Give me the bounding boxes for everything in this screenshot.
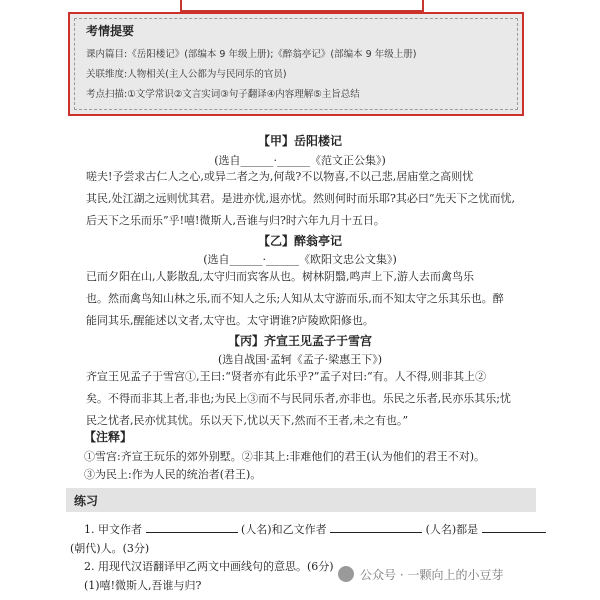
question-2: 2. 用现代汉语翻译甲乙两文中画线句的意思。(6分): [84, 560, 334, 573]
text-line: 能同其乐,醒能述以文者,太守也。太守谓谁?庐陵欧阳修也。: [86, 314, 374, 327]
section-jia-source: (选自______·______《范文正公集》): [214, 154, 386, 167]
summary-line-points: 考点扫描:①文学常识②文言实词③句子翻译④内容理解⑤主旨总结: [86, 89, 360, 100]
section-yi-text: [86, 266, 516, 332]
practice-label: 练习: [74, 494, 99, 508]
header-strip: [180, 0, 424, 12]
summary-line-dimension: 关联维度:人物相关(主人公都为与民同乐的官员): [86, 69, 287, 80]
text-line: 其民,处江湖之远则忧其君。是进亦忧,退亦忧。然则何时而乐耶?其必曰“先天下之忧而忧,: [86, 192, 516, 205]
text-line: 后天下之乐而乐”乎!嘻!微斯人,吾谁与归?时六年九月十五日。: [86, 214, 385, 227]
summary-line-texts: 课内篇目:《岳阳楼记》(部编本 9 年级上册);《醉翁亭记》(部编本 9 年级上册): [86, 49, 417, 60]
section-yi-source: (选自______·______《欧阳文忠公文集》): [203, 253, 397, 266]
summary-title: 考情提要: [86, 24, 135, 38]
question-1-cont: (朝代)人。(3分): [70, 542, 150, 555]
section-bing-source: (选自战国·孟轲《孟子·梁惠王下》): [217, 353, 383, 366]
blank-field[interactable]: [482, 521, 546, 533]
section-bing-title: 【丙】齐宣王见孟子于雪宫: [227, 334, 372, 348]
text-line: 齐宣王见孟子于雪宫①,王曰:“贤者亦有此乐乎?”孟子对曰:“有。人不得,则非其上②: [86, 370, 487, 383]
blank-field[interactable]: [146, 521, 238, 533]
text-line: 矣。不得而非其上者,非也;为民上③而不与民同乐者,亦非也。乐民之乐者,民亦乐其乐;忧: [86, 392, 511, 405]
exam-summary-box: [68, 12, 524, 116]
question-2-1: (1)嘻!微斯人,吾谁与归?: [84, 579, 202, 592]
section-bing-text: [86, 366, 516, 432]
text-line: 已而夕阳在山,人影散乱,太守归而宾客从也。树林阴翳,鸣声上下,游人去而禽鸟乐: [86, 270, 474, 283]
section-jia-title: 【甲】岳阳楼记: [257, 134, 342, 148]
q1-part-a: 1. 甲文作者: [84, 523, 142, 536]
blank-field[interactable]: [330, 521, 422, 533]
section-yi-title: 【乙】醉翁亭记: [257, 234, 342, 248]
text-line: 嗟夫!予尝求古仁人之心,或异二者之为,何哉?不以物喜,不以己悲,居庙堂之高则忧: [86, 170, 474, 183]
q1-part-b: (人名)和乙文作者: [241, 523, 327, 536]
text-line: 也。然而禽鸟知山林之乐,而不知人之乐;人知从太守游而乐,而不知太守之乐其乐也。醉: [86, 292, 504, 305]
practice-header: [66, 488, 536, 512]
note-line: ③为民上:作为人民的统治者(君王)。: [84, 468, 262, 481]
question-1: [84, 521, 546, 537]
section-jia-text: [86, 166, 516, 232]
note-line: ①雪宫:齐宣王玩乐的郊外别墅。②非其上:非难他们的君王(认为他们的君王不对)。: [84, 450, 485, 463]
wechat-icon: [338, 566, 354, 582]
watermark: 公众号 · 一颗向上的小豆芽: [360, 568, 504, 582]
q1-part-c: (人名)都是: [425, 523, 479, 536]
notes-label: 【注释】: [84, 430, 133, 444]
text-line: 民之忧者,民亦忧其忧。乐以天下,忧以天下,然而不王者,未之有也。”: [86, 414, 409, 427]
